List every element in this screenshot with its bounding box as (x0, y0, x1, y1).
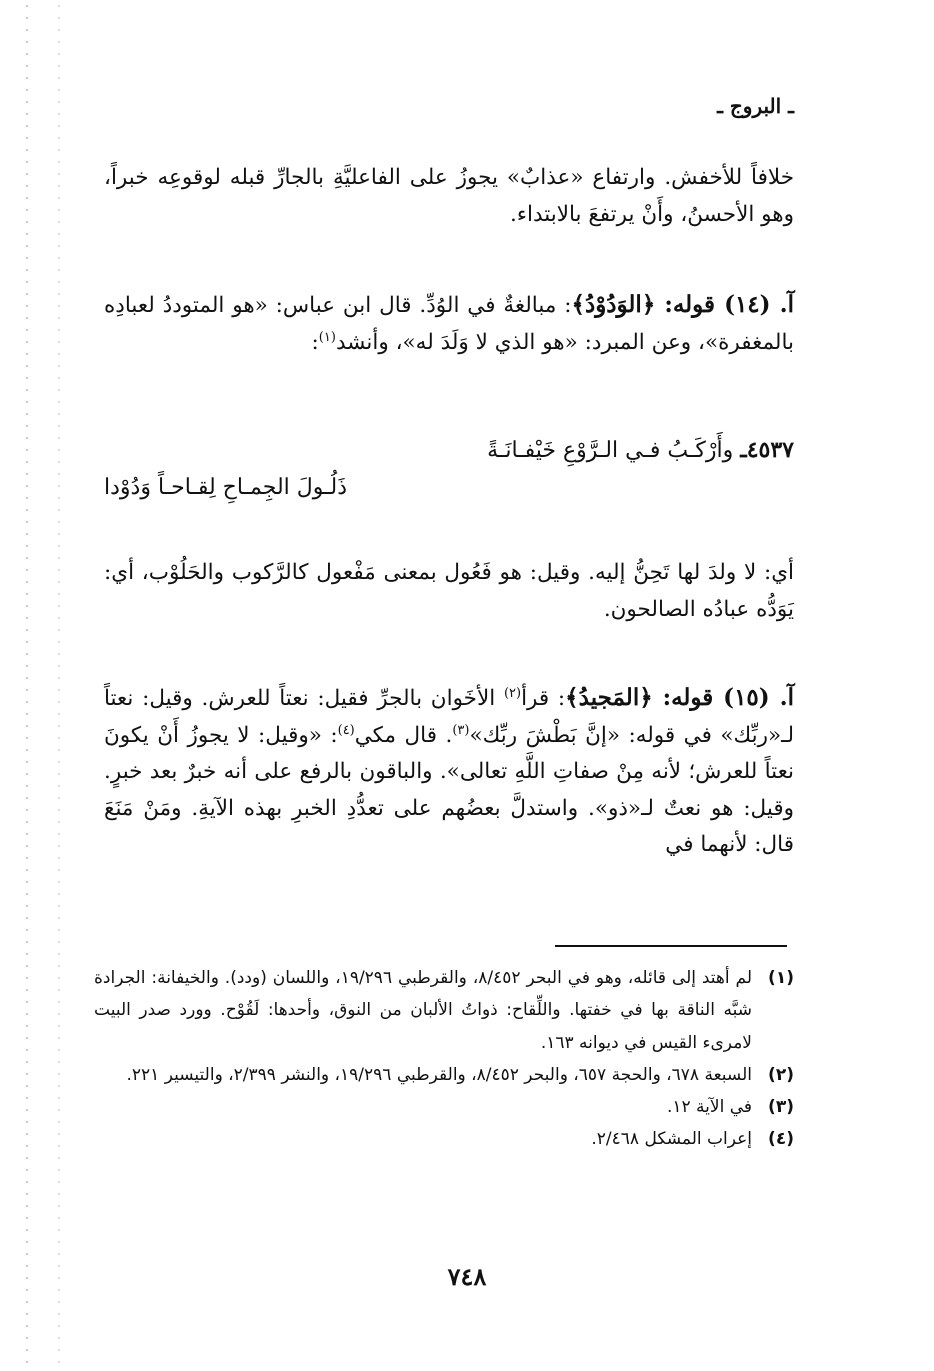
footnote-number: (١) (768, 968, 794, 988)
footnote-number: (٤) (768, 1129, 794, 1150)
poem-number: ٤٥٣٧ـ (740, 437, 794, 463)
footnote-text: لم أهتد إلى قائله، وهو في البحر ٨/٤٥٢، والقرطبي ١٩/٢٩٦، واللسان (ودد). والخيفانة: الجرادة شبَّه الناقة بها في خفتها. واللِّقاح: ذواتُ الألبان من النوق، وأحدها: لَقُوْح. وورد صدر البيت لامرىء القيس في ديوانه ١٦٣. (94, 968, 753, 1053)
paragraph-4-part-b: الأخَوان بالجرِّ فقيل: نعتاً للعرش. وقيل: نعتاً لـ«ربِّك» في قوله: «إنَّ بَطْشَ ربِّك» (104, 686, 794, 748)
footnote-2 (94, 1059, 794, 1091)
footnote-separator (555, 945, 787, 947)
footnote-text: في الآية ١٢. (666, 1097, 752, 1118)
paragraph-4 (104, 678, 794, 864)
page-number: ٧٤٨ (447, 1262, 487, 1291)
paragraph-4-part-d: : «وقيل: لا يجوزُ أَنْ يكونَ نعتاً للعرش؛ لأنه مِنْ صفاتِ اللَّهِ تعالى». والباقون بالرفع على أنه خبرٌ بعد خبرٍ. وقيل: هو نعتٌ لـ«ذو». واستدلَّ بعضُهم على تعدُّدِ الخبرِ بهذه الآيةِ. ومَنْ مَنَعَ قال: لأنهما في (104, 722, 794, 858)
paragraph-4-part-c: . قال مكي (354, 722, 453, 748)
footnote-1 (94, 962, 794, 1059)
paragraph-2-end: : (311, 329, 319, 355)
footnotes (94, 962, 794, 1156)
poem-first-line (104, 432, 794, 469)
paragraph-4-part-a: : قرأ (521, 686, 566, 711)
footnote-number: (٢) (768, 1064, 794, 1085)
footnote-3 (94, 1091, 794, 1123)
footnote-ref-2: (٢) (503, 685, 522, 701)
footnote-ref-3: (٣) (452, 722, 470, 738)
paragraph-3-text: أي: لا ولدَ لها تَحِنُّ إليه. وقيل: هو فَعُول بمعنى مَفْعول كالرَّكوب والحَلُوْب، أي: يَوَدُّه عبادُه الصالحون. (104, 560, 794, 622)
poem-second-hemistich: ذَلُـولَ الجِمـاحِ لِقـاحـاً وَدُوْدا (104, 475, 348, 501)
verse-15-heading: آ. (١٥) قوله: ﴿المَجيدُ﴾ (565, 684, 794, 711)
footnote-text: السبعة ٦٧٨، والحجة ٦٥٧، والبحر ٨/٤٥٢، والقرطبي ١٩/٢٩٦، والنشر ٢/٣٩٩، والتيسير ٢٢١. (126, 1064, 752, 1085)
footnote-text: إعراب المشكل ٢/٤٦٨. (591, 1129, 752, 1150)
verse-14-heading: آ. (١٤) قوله: ﴿الوَدُوْدُ﴾ (571, 291, 794, 318)
footnote-ref-1: (١) (318, 329, 336, 345)
paragraph-2 (104, 285, 794, 361)
running-header: ـ البروج ـ (717, 94, 794, 118)
scan-dot-border-inner (58, 0, 60, 1371)
footnote-ref-4: (٤) (337, 722, 355, 738)
footnote-number: (٣) (768, 1097, 794, 1118)
footnote-4 (94, 1123, 794, 1155)
paragraph-1-text: خلافاً للأخفش. وارتفاع «عذابٌ» يجوزُ على الفاعليَّةِ بالجارِّ قبله لوقوعِه خبراً، وهو الأحسنُ، وأَنْ يرتفعَ بالابتداء. (104, 165, 794, 227)
scan-dot-border (26, 0, 28, 1371)
poem-verse (104, 432, 794, 507)
paragraph-3 (104, 555, 794, 628)
paragraph-2-text (104, 285, 794, 361)
poem-first-hemistich: وأَرْكَـبُ فـي الـرَّوْعِ خَيْفـانَـةً (487, 438, 734, 463)
paragraph-4-text (104, 678, 794, 864)
paragraph-1 (104, 160, 794, 233)
paragraph-2-body: : مبالغةٌ في الوُدِّ. قال ابن عباس: «هو المتوددُ لعبادِه بالمغفرة»، وعن المبرد: «هو الذي لا وَلَدَ له»، وأنشد (104, 293, 794, 355)
